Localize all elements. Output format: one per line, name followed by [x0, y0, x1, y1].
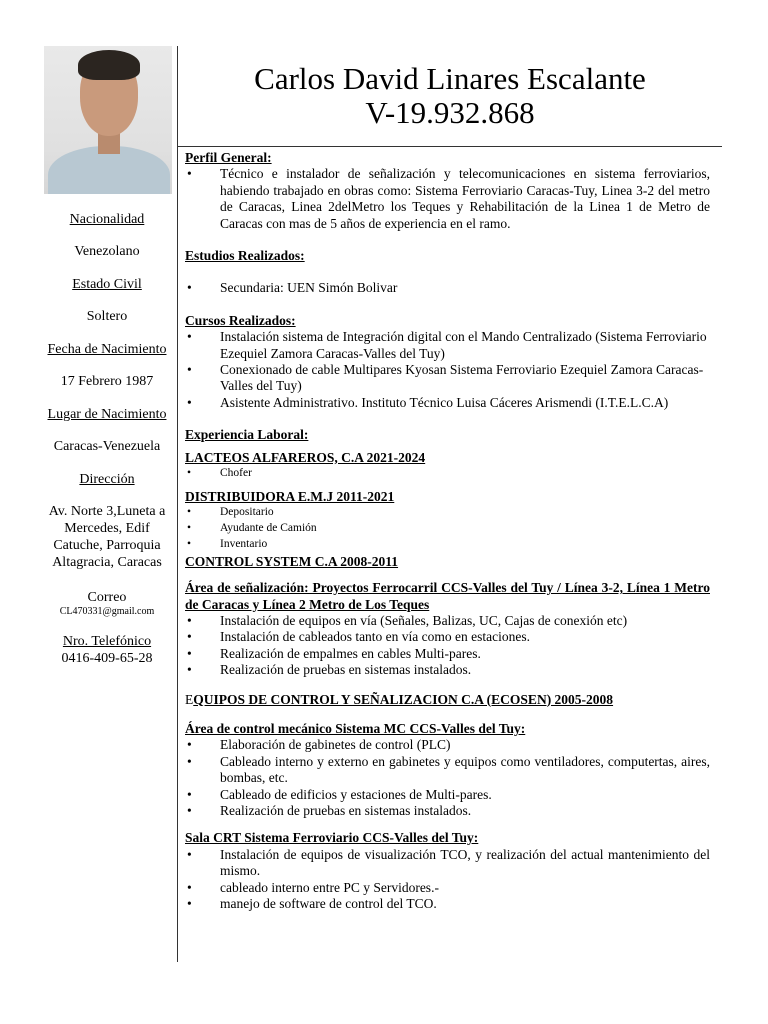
course-item: • Instalación sistema de Integración digital con el Mando Centralizado (Sistema Ferroviario Ezequiel Zamora Caracas-Valles del Tuy) — [185, 329, 710, 362]
job-task: • Chofer — [185, 466, 710, 482]
birth-date-label: Fecha de Nacimiento — [47, 342, 167, 357]
job-task: • Instalación de equipos en vía (Señales, Balizas, UC, Cajas de conexión etc) — [185, 613, 710, 629]
nationality-label: Nacionalidad — [69, 212, 145, 227]
company-control-system: CONTROL SYSTEM C.A 2008-2011 — [185, 553, 399, 569]
job-task: • Cableado interno y externo en gabinetes y equipos como ventiladores, computertas, aires, bombas, etc. — [185, 754, 710, 787]
company-ecosen-name: QUIPOS DE CONTROL Y SEÑALIZACION C.A (ECOSEN) 2005-2008 — [193, 691, 614, 707]
email-value: CL470331@gmail.com — [59, 606, 155, 617]
phone-value: 0416-409-65-28 — [61, 651, 153, 666]
profile-photo — [44, 46, 172, 194]
studies-heading: Estudios Realizados: — [185, 248, 305, 264]
vertical-divider — [177, 46, 178, 962]
civil-status-value: Soltero — [86, 309, 128, 324]
job-task: • Instalación de cableados tanto en vía como en estaciones. — [185, 629, 710, 645]
company-ecosen-initial: E — [185, 691, 194, 707]
experience-heading: Experiencia Laboral: — [185, 427, 309, 443]
study-item: • Secundaria: UEN Simón Bolivar — [185, 280, 710, 296]
job-task: • Ayudante de Camión — [185, 521, 710, 537]
birth-place-label: Lugar de Nacimiento — [47, 407, 167, 422]
address-label: Dirección — [79, 472, 135, 487]
job-task: • Realización de pruebas en sistemas instalados. — [185, 803, 710, 819]
sidebar — [40, 46, 174, 667]
profile-text: • Técnico e instalador de señalización y telecomunicaciones en sistema ferroviarios, habiendo trabajado en obras como: Sistema Ferroviario Caracas-Tuy, Linea 3-2 del metro de Caracas, Linea 2delMetro los Teques y Rehabilitación de la Linea 1 de Metro de Caracas con mas de 5 años de experiencia en el ramo. — [185, 166, 710, 232]
job-task: • Cableado de edificios y estaciones de Multi-pares. — [185, 787, 710, 803]
job-task: • Depositario — [185, 505, 710, 521]
birth-date-value: 17 Febrero 1987 — [60, 374, 154, 389]
job-task: • Realización de pruebas en sistemas instalados. — [185, 662, 710, 678]
profile-heading: Perfil General: — [185, 150, 272, 165]
civil-status-label: Estado Civil — [72, 277, 142, 292]
birth-place-value: Caracas-Venezuela — [53, 439, 161, 454]
company-ecosen — [185, 692, 710, 708]
job-task: • Inventario — [185, 537, 710, 553]
header-divider — [178, 146, 722, 147]
control-subheading: Área de señalización: Proyectos Ferrocarril CCS-Valles del Tuy / Línea 3-2, Línea 1 Metro de Caracas y Línea 2 Metro de Los Teques — [185, 580, 710, 612]
ecosen-subheading-1: Área de control mecánico Sistema MC CCS-Valles del Tuy: — [185, 720, 526, 736]
company-emj: DISTRIBUIDORA E.M.J 2011-2021 — [185, 488, 395, 504]
job-task: • cableado interno entre PC y Servidores.- — [185, 880, 710, 896]
job-task: • Instalación de equipos de visualización TCO, y realización del actual mantenimiento del mismo. — [185, 847, 710, 880]
courses-heading: Cursos Realizados: — [185, 312, 296, 328]
address-value: Av. Norte 3,Luneta a Mercedes, Edif Catuche, Parroquia Altagracia, Caracas — [48, 504, 166, 570]
course-item: • Asistente Administrativo. Instituto Técnico Luisa Cáceres Arismendi (I.T.E.L.C.A) — [185, 395, 710, 411]
job-task: • manejo de software de control del TCO. — [185, 896, 710, 912]
email-label: Correo — [87, 590, 127, 605]
course-item: • Conexionado de cable Multipares Kyosan Sistema Ferroviario Ezequiel Zamora Caracas-Valles del Tuy) — [185, 362, 710, 395]
phone-label: Nro. Telefónico — [62, 634, 152, 649]
nationality-value: Venezolano — [74, 244, 140, 259]
main-content — [185, 150, 710, 912]
ecosen-subheading-2: Sala CRT Sistema Ferroviario CCS-Valles del Tuy: — [185, 830, 479, 846]
company-lacteos: LACTEOS ALFAREROS, C.A 2021-2024 — [185, 449, 426, 465]
full-name: Carlos David Linares Escalante — [254, 61, 646, 96]
job-task: • Realización de empalmes en cables Multi-pares. — [185, 646, 710, 662]
id-number: V-19.932.868 — [365, 95, 535, 130]
header — [178, 62, 722, 130]
job-task: • Elaboración de gabinetes de control (PLC) — [185, 737, 710, 753]
